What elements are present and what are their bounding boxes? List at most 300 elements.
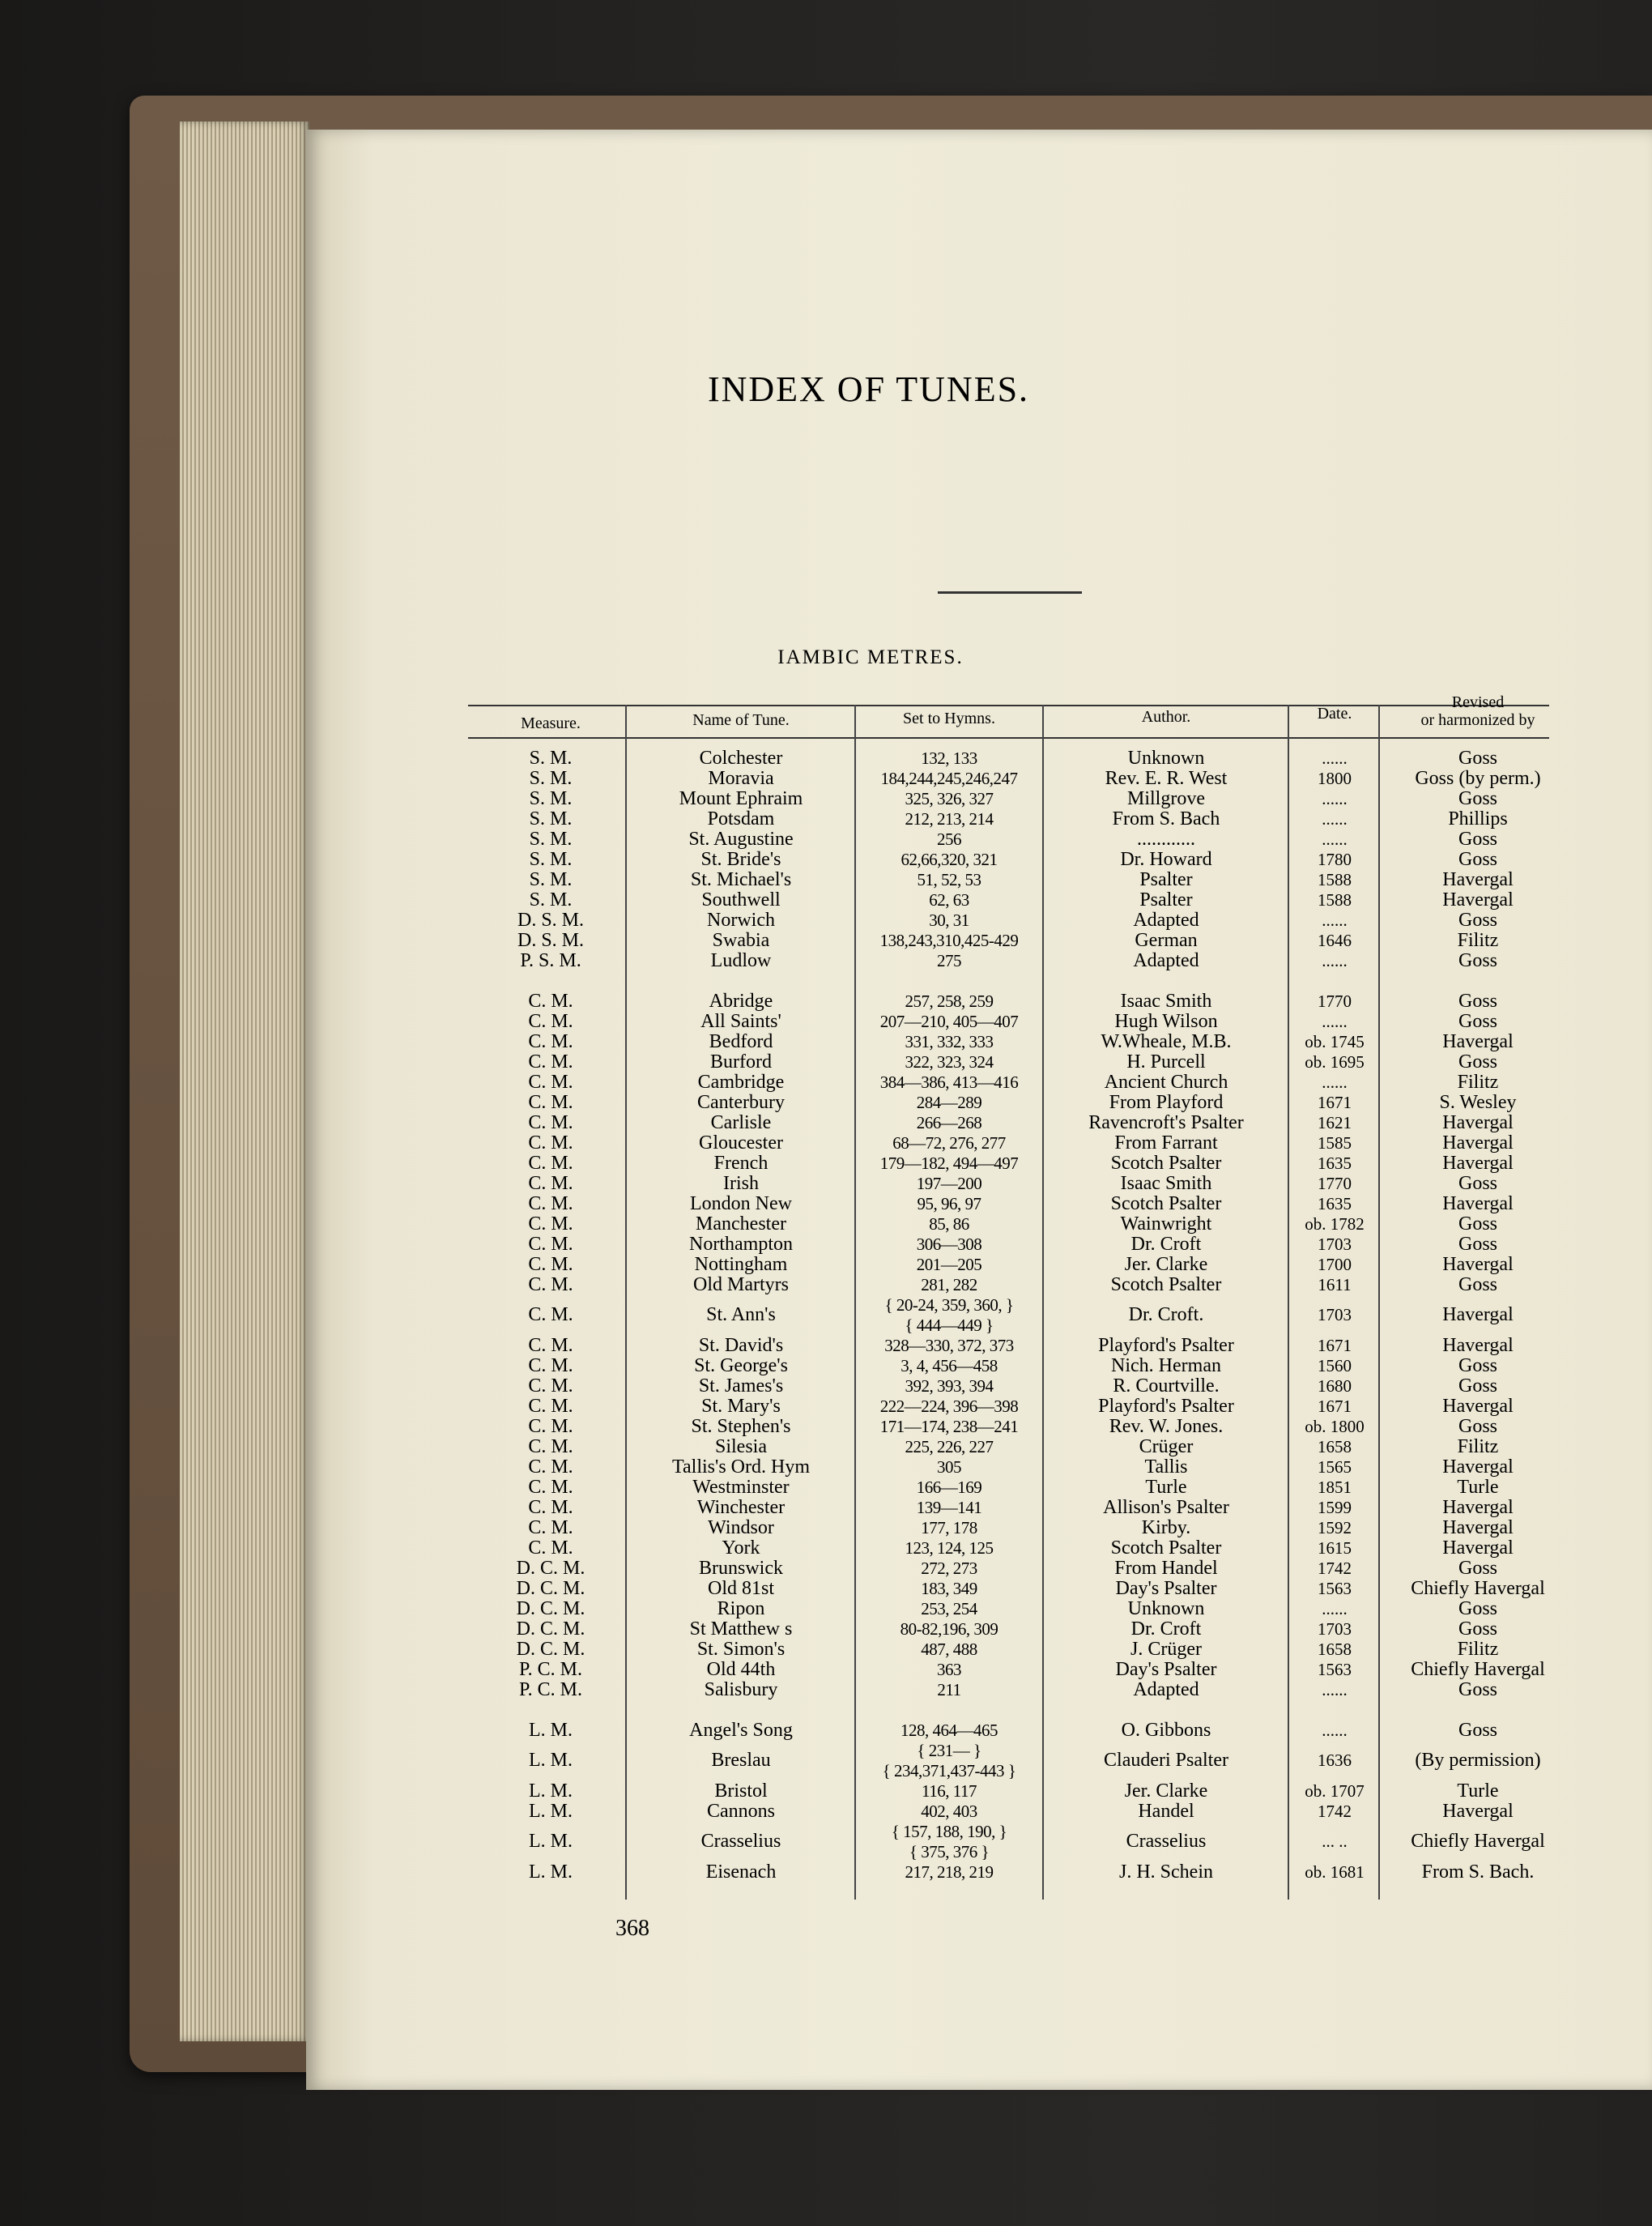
date-cell: ...... xyxy=(1322,1721,1348,1740)
revised-cell: Turle xyxy=(1457,1780,1499,1802)
revised-cell: Havergal xyxy=(1442,1112,1514,1133)
hymns-cell: 85, 86 xyxy=(929,1214,969,1234)
author-cell: J. H. Schein xyxy=(1119,1861,1213,1883)
measure-cell: L. M. xyxy=(529,1831,573,1852)
tune-name-cell: Winchester xyxy=(696,1497,786,1518)
author-cell: Scotch Psalter xyxy=(1110,1153,1222,1174)
revised-cell: Goss xyxy=(1458,910,1497,931)
revised-cell: Goss xyxy=(1458,1274,1497,1295)
revised-cell: Havergal xyxy=(1442,1335,1514,1356)
measure-cell: D. S. M. xyxy=(517,910,585,931)
tune-name-cell: Silesia xyxy=(715,1436,767,1457)
hymns-cell: 384—386, 413—416 xyxy=(879,1072,1019,1092)
author-cell: Turle xyxy=(1145,1477,1187,1498)
date-cell: ...... xyxy=(1322,951,1348,970)
revised-cell: Goss xyxy=(1458,829,1497,850)
measure-cell: P. C. M. xyxy=(518,1679,583,1700)
author-cell: From Playford xyxy=(1109,1092,1224,1113)
table-row xyxy=(0,1457,1652,1478)
date-cell: 1599 xyxy=(1318,1498,1352,1517)
table-row xyxy=(0,1154,1652,1174)
hymns-cell xyxy=(856,1295,1042,1336)
hymns-line: { 375, 376 } xyxy=(909,1842,990,1861)
revised-cell: Goss xyxy=(1458,1355,1497,1376)
date-cell: 1671 xyxy=(1318,1397,1352,1416)
date-cell: ob. 1695 xyxy=(1305,1052,1365,1072)
hymns-cell: 305 xyxy=(937,1457,961,1477)
author-cell: Scotch Psalter xyxy=(1110,1193,1222,1214)
tune-name-cell: Brunswick xyxy=(699,1558,783,1579)
revised-cell: Goss xyxy=(1458,849,1497,870)
date-cell: ...... xyxy=(1322,789,1348,808)
measure-cell: D. C. M. xyxy=(516,1598,585,1619)
date-cell: 1611 xyxy=(1318,1275,1352,1294)
tune-name-cell: Westminster xyxy=(692,1477,790,1498)
date-cell: 1658 xyxy=(1318,1437,1352,1456)
tune-name-cell: Mount Ephraim xyxy=(679,788,803,809)
measure-cell: C. M. xyxy=(528,1416,573,1437)
table-row xyxy=(0,991,1652,1012)
measure-cell: S. M. xyxy=(529,788,573,809)
measure-cell: C. M. xyxy=(528,1517,573,1538)
hymns-cell: 328—330, 372, 373 xyxy=(884,1336,1014,1355)
measure-cell: S. M. xyxy=(529,889,573,910)
hymns-cell: 128, 464—465 xyxy=(901,1721,998,1740)
table-header-rule xyxy=(468,737,1549,739)
table-row xyxy=(0,1538,1652,1559)
measure-cell: C. M. xyxy=(528,1355,573,1376)
hymns-cell: 123, 124, 125 xyxy=(905,1538,994,1558)
author-cell: Psalter xyxy=(1139,869,1193,890)
tune-name-cell: Old 81st xyxy=(707,1578,774,1599)
revised-cell: (By permission) xyxy=(1415,1750,1541,1771)
table-row xyxy=(0,1295,1652,1335)
hymns-cell: 177, 178 xyxy=(921,1518,977,1537)
date-cell: ...... xyxy=(1322,1072,1348,1092)
date-cell: ...... xyxy=(1322,910,1348,930)
header-revised xyxy=(1381,693,1575,729)
date-cell: 1703 xyxy=(1318,1235,1352,1254)
tune-name-cell: All Saints' xyxy=(700,1011,781,1032)
table-row xyxy=(0,829,1652,850)
date-cell: ...... xyxy=(1322,829,1348,849)
author-cell: Tallis xyxy=(1144,1456,1188,1478)
table-row xyxy=(0,1336,1652,1356)
date-cell: 1742 xyxy=(1318,1802,1352,1821)
revised-cell: Havergal xyxy=(1442,1193,1514,1214)
date-cell: 1703 xyxy=(1318,1305,1352,1324)
table-row xyxy=(0,1012,1652,1032)
table-row xyxy=(0,1680,1652,1700)
table-row xyxy=(0,1599,1652,1619)
tune-name-cell: Swabia xyxy=(712,930,770,951)
date-cell: ...... xyxy=(1322,1012,1348,1031)
table-row xyxy=(0,1235,1652,1255)
revised-cell: Goss xyxy=(1458,1234,1497,1255)
table-row xyxy=(0,1356,1652,1376)
revised-cell: Havergal xyxy=(1442,1497,1514,1518)
tune-name-cell: Eisenach xyxy=(705,1861,777,1883)
hymns-cell: 281, 282 xyxy=(921,1275,977,1294)
measure-cell: C. M. xyxy=(528,1456,573,1478)
date-cell: 1658 xyxy=(1318,1640,1352,1659)
author-cell: From Handel xyxy=(1114,1558,1218,1579)
date-cell: ob. 1800 xyxy=(1305,1417,1365,1436)
author-cell: Kirby. xyxy=(1141,1517,1191,1538)
table-row xyxy=(0,1255,1652,1275)
measure-cell: C. M. xyxy=(528,1234,573,1255)
measure-cell: C. M. xyxy=(528,1396,573,1417)
measure-cell: S. M. xyxy=(529,808,573,829)
tune-name-cell: Southwell xyxy=(701,889,781,910)
hymns-cell: 331, 332, 333 xyxy=(905,1032,994,1051)
tune-name-cell: Cannons xyxy=(707,1801,775,1822)
section-subtitle: IAMBIC METRES. xyxy=(777,646,964,668)
tune-name-cell: Carlisle xyxy=(710,1112,772,1133)
tune-name-cell: St. Bride's xyxy=(700,849,781,870)
revised-cell: Goss xyxy=(1458,748,1497,769)
hymns-cell: 166—169 xyxy=(916,1478,982,1497)
revised-cell: Havergal xyxy=(1442,1801,1514,1822)
revised-cell: Havergal xyxy=(1442,1153,1514,1174)
measure-cell: D. C. M. xyxy=(516,1639,585,1660)
date-cell: 1635 xyxy=(1318,1154,1352,1173)
measure-cell: S. M. xyxy=(529,748,573,769)
author-cell: Unknown xyxy=(1127,748,1205,769)
tune-name-cell: London New xyxy=(690,1193,792,1214)
hymns-cell: 275 xyxy=(937,951,961,970)
tune-name-cell: Manchester xyxy=(696,1213,786,1235)
tune-name-cell: Angel's Song xyxy=(689,1720,793,1741)
revised-cell: Havergal xyxy=(1442,1304,1514,1325)
author-cell: Day's Psalter xyxy=(1115,1578,1217,1599)
measure-cell: C. M. xyxy=(528,1213,573,1235)
date-cell: 1560 xyxy=(1318,1356,1352,1375)
table-row xyxy=(0,1498,1652,1518)
table-row xyxy=(0,789,1652,809)
measure-cell: C. M. xyxy=(528,1132,573,1154)
revised-cell: Filitz xyxy=(1457,1436,1499,1457)
hymns-cell: 225, 226, 227 xyxy=(905,1437,994,1456)
author-cell: Playford's Psalter xyxy=(1098,1396,1234,1417)
tune-name-cell: Tallis's Ord. Hym xyxy=(672,1456,810,1478)
date-cell: 1588 xyxy=(1318,870,1352,889)
tune-name-cell: Nottingham xyxy=(694,1254,788,1275)
hymns-cell xyxy=(856,1822,1042,1862)
header-revised-line2: or harmonized by xyxy=(1420,711,1535,729)
hymns-cell: 217, 218, 219 xyxy=(905,1862,994,1882)
tune-name-cell: French xyxy=(713,1153,769,1174)
page-number: 368 xyxy=(615,1916,649,1941)
revised-cell: Havergal xyxy=(1442,869,1514,890)
tune-name-cell: Colchester xyxy=(699,748,783,769)
revised-cell: Goss xyxy=(1458,1011,1497,1032)
revised-cell: Havergal xyxy=(1442,1031,1514,1052)
author-cell: Psalter xyxy=(1139,889,1193,910)
table-row xyxy=(0,809,1652,829)
table-row xyxy=(0,1113,1652,1133)
author-cell: R. Courtville. xyxy=(1113,1375,1220,1397)
revised-cell: Goss xyxy=(1458,1416,1497,1437)
table-row xyxy=(0,1802,1652,1822)
hymns-cell: 402, 403 xyxy=(921,1802,977,1821)
measure-cell: L. M. xyxy=(529,1720,573,1741)
measure-cell: C. M. xyxy=(528,1173,573,1194)
table-row xyxy=(0,1559,1652,1579)
table-row xyxy=(0,910,1652,931)
table-row xyxy=(0,1478,1652,1498)
tune-name-cell: St. David's xyxy=(698,1335,784,1356)
revised-cell: Goss xyxy=(1458,1720,1497,1741)
table-row xyxy=(0,850,1652,870)
tune-name-cell: St. James's xyxy=(698,1375,784,1397)
tune-name-cell: Crasselius xyxy=(700,1831,781,1852)
revised-cell: Goss xyxy=(1458,991,1497,1012)
hymns-cell: 253, 254 xyxy=(921,1599,977,1618)
author-cell: Jer. Clarke xyxy=(1124,1254,1208,1275)
author-cell: Scotch Psalter xyxy=(1110,1274,1222,1295)
revised-cell: Havergal xyxy=(1442,1517,1514,1538)
date-cell: 1636 xyxy=(1318,1751,1352,1770)
hymns-cell: 207—210, 405—407 xyxy=(879,1012,1019,1031)
hymns-cell: 325, 326, 327 xyxy=(905,789,994,808)
author-cell: Dr. Croft. xyxy=(1128,1304,1204,1325)
author-cell: Millgrove xyxy=(1127,788,1205,809)
author-cell: Ancient Church xyxy=(1104,1072,1228,1093)
revised-cell: From S. Bach. xyxy=(1421,1861,1535,1883)
revised-cell: S. Wesley xyxy=(1439,1092,1517,1113)
tune-name-cell: Bedford xyxy=(709,1031,773,1052)
measure-cell: C. M. xyxy=(528,1375,573,1397)
revised-cell: Filitz xyxy=(1457,1072,1499,1093)
author-cell: Hugh Wilson xyxy=(1114,1011,1218,1032)
author-cell: Scotch Psalter xyxy=(1110,1537,1222,1559)
header-name: Name of Tune. xyxy=(692,711,790,729)
author-cell: Dr. Croft xyxy=(1130,1618,1202,1640)
hymns-cell: 272, 273 xyxy=(921,1559,977,1578)
table-row xyxy=(0,1174,1652,1194)
measure-cell: L. M. xyxy=(529,1801,573,1822)
date-cell: ob. 1707 xyxy=(1305,1781,1365,1801)
measure-cell: C. M. xyxy=(528,1193,573,1214)
table-row xyxy=(0,1781,1652,1802)
table-row xyxy=(0,769,1652,789)
table-row xyxy=(0,1417,1652,1437)
hymns-cell: 197—200 xyxy=(916,1174,982,1193)
tune-name-cell: Norwich xyxy=(707,910,775,931)
revised-cell: Filitz xyxy=(1457,930,1499,951)
table-row xyxy=(0,1072,1652,1093)
author-cell: From S. Bach xyxy=(1112,808,1220,829)
hymns-cell: 179—182, 494—497 xyxy=(879,1154,1019,1173)
revised-cell: Goss xyxy=(1458,1173,1497,1194)
hymns-cell: 68—72, 276, 277 xyxy=(892,1133,1006,1153)
date-cell: 1646 xyxy=(1318,931,1352,950)
tune-name-cell: Old 44th xyxy=(706,1659,776,1680)
measure-cell: S. M. xyxy=(529,869,573,890)
measure-cell: C. M. xyxy=(528,1436,573,1457)
header-date: Date. xyxy=(1317,705,1352,723)
measure-cell: C. M. xyxy=(528,1335,573,1356)
measure-cell: C. M. xyxy=(528,1477,573,1498)
tune-name-cell: St. George's xyxy=(694,1355,788,1376)
date-cell: ...... xyxy=(1322,748,1348,768)
tune-name-cell: Ripon xyxy=(717,1598,765,1619)
date-cell: 1635 xyxy=(1318,1194,1352,1213)
date-cell: ob. 1681 xyxy=(1305,1862,1365,1882)
measure-cell: C. M. xyxy=(528,1031,573,1052)
measure-cell: C. M. xyxy=(528,1051,573,1072)
table-row xyxy=(0,1862,1652,1883)
date-cell: 1592 xyxy=(1318,1518,1352,1537)
tune-name-cell: St. Augustine xyxy=(688,829,794,850)
measure-cell: L. M. xyxy=(529,1780,573,1802)
author-cell: Dr. Howard xyxy=(1120,849,1212,870)
author-cell: Rev. E. R. West xyxy=(1105,768,1228,789)
header-revised-line1: Revised xyxy=(1451,693,1505,711)
date-cell: 1780 xyxy=(1318,850,1352,869)
hymns-cell: 80-82,196, 309 xyxy=(900,1619,998,1639)
revised-cell: Havergal xyxy=(1442,1456,1514,1478)
table-row xyxy=(0,1437,1652,1457)
hymns-cell: 266—268 xyxy=(916,1113,982,1132)
hymns-line: { 157, 188, 190, } xyxy=(891,1822,1007,1841)
measure-cell: P. C. M. xyxy=(518,1659,583,1680)
revised-cell: Chiefly Havergal xyxy=(1411,1578,1545,1599)
hymns-cell: 184,244,245,246,247 xyxy=(880,769,1018,788)
table-row xyxy=(0,1133,1652,1154)
revised-cell: Havergal xyxy=(1442,889,1514,910)
measure-cell: C. M. xyxy=(528,991,573,1012)
date-cell: 1588 xyxy=(1318,890,1352,910)
hymns-cell: 392, 393, 394 xyxy=(905,1376,994,1396)
measure-cell: D. C. M. xyxy=(516,1618,585,1640)
hymns-cell: 211 xyxy=(937,1680,961,1699)
date-cell: 1770 xyxy=(1318,991,1352,1011)
revised-cell: Goss xyxy=(1458,1213,1497,1235)
header-author: Author. xyxy=(1141,708,1191,726)
author-cell: Unknown xyxy=(1127,1598,1205,1619)
tune-name-cell: St. Simon's xyxy=(696,1639,786,1660)
table-row xyxy=(0,1052,1652,1072)
author-cell: Nich. Herman xyxy=(1111,1355,1221,1376)
date-cell: 1615 xyxy=(1318,1538,1352,1558)
hymns-cell: 256 xyxy=(937,829,961,849)
author-cell: Adapted xyxy=(1133,910,1199,931)
hymns-cell: 257, 258, 259 xyxy=(905,991,994,1011)
hymns-cell: 51, 52, 53 xyxy=(917,870,981,889)
date-cell: 1742 xyxy=(1318,1559,1352,1578)
hymns-cell: 62, 63 xyxy=(929,890,969,910)
table-row xyxy=(0,1214,1652,1235)
date-cell: ...... xyxy=(1322,1680,1348,1699)
revised-cell: Filitz xyxy=(1457,1639,1499,1660)
hymns-cell: 284—289 xyxy=(916,1093,982,1112)
author-cell: O. Gibbons xyxy=(1121,1720,1211,1741)
measure-cell: D. C. M. xyxy=(516,1558,585,1579)
measure-cell: C. M. xyxy=(528,1304,573,1325)
author-cell: Jer. Clarke xyxy=(1124,1780,1208,1802)
date-cell: ...... xyxy=(1322,1599,1348,1618)
hymns-line: { 444—449 } xyxy=(905,1316,994,1335)
measure-cell: C. M. xyxy=(528,1092,573,1113)
tune-name-cell: Gloucester xyxy=(699,1132,783,1154)
hymns-cell: 3, 4, 456—458 xyxy=(901,1356,998,1375)
author-cell: Adapted xyxy=(1133,1679,1199,1700)
tune-name-cell: Old Martyrs xyxy=(693,1274,789,1295)
table-row xyxy=(0,1721,1652,1741)
revised-cell: Goss xyxy=(1458,1618,1497,1640)
table-row xyxy=(0,1822,1652,1861)
date-cell: 1700 xyxy=(1318,1255,1352,1274)
table-row xyxy=(0,1660,1652,1680)
date-cell: 1800 xyxy=(1318,769,1352,788)
tune-name-cell: St. Ann's xyxy=(706,1304,776,1325)
table-row xyxy=(0,1741,1652,1780)
hymns-cell: 201—205 xyxy=(916,1255,982,1274)
author-cell: Allison's Psalter xyxy=(1103,1497,1229,1518)
table-row xyxy=(0,748,1652,769)
measure-cell: C. M. xyxy=(528,1072,573,1093)
date-cell: 1563 xyxy=(1318,1579,1352,1598)
hymns-cell: 212, 213, 214 xyxy=(905,809,994,829)
revised-cell: Chiefly Havergal xyxy=(1411,1659,1545,1680)
revised-cell: Goss xyxy=(1458,950,1497,971)
author-cell: Ravencroft's Psalter xyxy=(1088,1112,1244,1133)
measure-cell: L. M. xyxy=(529,1861,573,1883)
revised-cell: Havergal xyxy=(1442,1132,1514,1154)
author-cell: Dr. Croft xyxy=(1130,1234,1202,1255)
tune-name-cell: Salisbury xyxy=(704,1679,778,1700)
hymns-cell: 116, 117 xyxy=(922,1781,977,1801)
date-cell: ...... xyxy=(1322,809,1348,829)
revised-cell: Goss xyxy=(1458,1051,1497,1072)
date-cell: 1671 xyxy=(1318,1336,1352,1355)
tune-name-cell: Burford xyxy=(710,1051,772,1072)
revised-cell: Havergal xyxy=(1442,1254,1514,1275)
measure-cell: S. M. xyxy=(529,849,573,870)
tune-name-cell: Canterbury xyxy=(697,1092,785,1113)
author-cell: Crüger xyxy=(1139,1436,1194,1457)
table-row xyxy=(0,951,1652,971)
tune-name-cell: Northampton xyxy=(689,1234,793,1255)
hymns-line: { 231— } xyxy=(917,1741,981,1760)
date-cell: 1703 xyxy=(1318,1619,1352,1639)
measure-cell: C. M. xyxy=(528,1112,573,1133)
measure-cell: C. M. xyxy=(528,1497,573,1518)
hymns-cell xyxy=(856,1741,1042,1781)
date-cell: ... .. xyxy=(1322,1832,1348,1851)
table-row xyxy=(0,1093,1652,1113)
hymns-cell: 95, 96, 97 xyxy=(917,1194,981,1213)
page-title: INDEX OF TUNES. xyxy=(707,369,1030,409)
author-cell: Clauderi Psalter xyxy=(1104,1750,1228,1771)
hymns-cell: 138,243,310,425-429 xyxy=(879,931,1019,950)
author-cell: Handel xyxy=(1138,1801,1194,1822)
hymns-cell: 363 xyxy=(937,1660,961,1679)
author-cell: ............ xyxy=(1137,829,1195,850)
author-cell: J. Crüger xyxy=(1130,1639,1202,1660)
table-row xyxy=(0,890,1652,910)
date-cell: 1671 xyxy=(1318,1093,1352,1112)
table-row xyxy=(0,1619,1652,1640)
author-cell: Isaac Smith xyxy=(1120,1173,1212,1194)
date-cell: 1563 xyxy=(1318,1660,1352,1679)
date-cell: 1565 xyxy=(1318,1457,1352,1477)
revised-cell: Chiefly Havergal xyxy=(1411,1831,1545,1852)
measure-cell: D. S. M. xyxy=(517,930,585,951)
table-row xyxy=(0,1376,1652,1397)
